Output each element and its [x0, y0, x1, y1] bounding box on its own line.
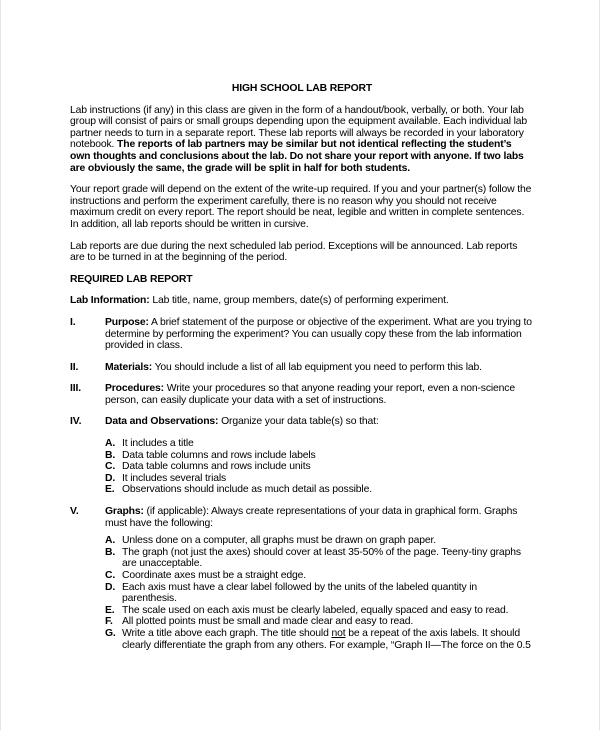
- list-item: [105, 605, 534, 617]
- section-number: V.: [70, 506, 79, 518]
- section-number: III.: [70, 383, 81, 395]
- section-graphs: [70, 506, 534, 529]
- list-text: The scale used on each axis must be clearly labeled, equally spaced and easy to read.: [122, 604, 509, 616]
- list-letter: A.: [105, 535, 116, 547]
- section-label: Materials:: [105, 361, 153, 373]
- lab-information: [70, 295, 534, 307]
- section-number: II.: [70, 361, 79, 373]
- section-body: [105, 383, 534, 406]
- list-item: [105, 461, 534, 473]
- list-text: The graph (not just the axes) should cover at least 35-50% of the page. Teeny-tiny graphs are unacceptable.: [122, 546, 521, 570]
- list-letter: B.: [105, 546, 116, 558]
- graph-g-underlined: not: [331, 627, 346, 639]
- list-letter: E.: [105, 604, 115, 616]
- list-item: [105, 616, 534, 628]
- section-data-observations: [70, 416, 534, 428]
- list-letter: B.: [105, 449, 116, 461]
- intro-paragraph-2: Your report grade will depend on the extent of the write-up required. If you and your partner(s) follow the instructions and perform the experiment carefully, there is no reason why you should not receive maximum credit on every report. The report should be neat, legible and written in complete sentences. In addition, all lab reports should be written in cursive.: [70, 184, 532, 230]
- list-item: [105, 570, 534, 582]
- list-letter: G.: [105, 627, 116, 639]
- section-body: [105, 506, 534, 529]
- list-item: [105, 535, 534, 547]
- intro-paragraph-1: [70, 105, 534, 175]
- list-text: Each axis must have a clear label followed by the units of the labeled quantity in parenthesis.: [122, 581, 478, 605]
- list-letter: D.: [105, 472, 116, 484]
- section-number: I.: [70, 316, 76, 328]
- section-text: A brief statement of the purpose or objective of the experiment. What are you trying to determine by performing the experiment? You can usually copy these from the lab information provided in class.: [105, 316, 532, 352]
- document-body: [70, 83, 534, 661]
- section-text: You should include a list of all lab equipment you need to perform this lab.: [152, 361, 482, 373]
- list-item: [105, 547, 534, 570]
- list-letter: D.: [105, 581, 116, 593]
- section-body: [105, 416, 534, 428]
- section-body: [105, 362, 534, 374]
- graph-g-pre: Write a title above each graph. The title should: [122, 627, 332, 639]
- list-text: All plotted points must be small and made clear and easy to read.: [122, 616, 414, 628]
- section-text: Write your procedures so that anyone reading your report, even a non-science person, can easily duplicate your data with a set of instructions.: [105, 383, 515, 406]
- section-label: Purpose:: [105, 316, 149, 328]
- list-item: [105, 484, 534, 496]
- lab-info-label: Lab Information:: [70, 295, 150, 307]
- section-materials: [70, 362, 534, 374]
- list-text: [122, 628, 534, 651]
- required-heading: REQUIRED LAB REPORT: [70, 273, 193, 285]
- section-text: Organize your data table(s) so that:: [218, 416, 379, 428]
- section-text: (if applicable): Always create representations of your data in graphical form. Graphs must have the following:: [105, 506, 518, 529]
- list-letter: E.: [105, 484, 115, 496]
- intro-p1-text: Lab instructions (if any) in this class are given in the form of a handout/book, verbally, or both. Your lab group will consist of pairs or small groups depending upon the equipment available. Each individual lab partner needs to turn in a separate report. These lab reports will always be recorded in your laboratory notebook.: [70, 104, 528, 151]
- section-label: Data and Observations:: [105, 416, 219, 428]
- list-letter: A.: [105, 438, 116, 450]
- section-procedures: [70, 383, 534, 406]
- list-text: Data table columns and rows include units: [122, 461, 311, 473]
- section-label: Procedures:: [105, 383, 164, 395]
- list-letter: F.: [105, 616, 113, 628]
- list-text: It includes a title: [122, 438, 194, 450]
- section-purpose: [70, 317, 534, 352]
- lab-info-text: Lab title, name, group members, date(s) of performing experiment.: [149, 295, 449, 307]
- list-text: Unless done on a computer, all graphs must be drawn on graph paper.: [122, 535, 436, 547]
- list-text: Data table columns and rows include labels: [122, 449, 316, 461]
- intro-p1-bold: The reports of lab partners may be similar but not identical reflecting the student’s own thoughts and conclusions about the lab. Do not share your report with anyone. If two labs are obviously the same, the grade will be split in half for both students.: [70, 139, 524, 174]
- list-item: [105, 582, 534, 605]
- list-item: [105, 628, 534, 651]
- section-body: [105, 317, 534, 352]
- list-letter: C.: [105, 570, 116, 581]
- list-item: [105, 450, 534, 462]
- data-requirements-list: [105, 438, 534, 496]
- intro-paragraph-3: Lab reports are due during the next scheduled lab period. Exceptions will be announced. Lab reports are to be turned in at the beginning of the period.: [70, 240, 518, 264]
- graph-g-post: be a repeat of the axis labels. It should clearly differentiate the graph from any others. For example, “Graph II—The force on the 0.5: [122, 627, 531, 651]
- list-text: Coordinate axes must be a straight edge.: [122, 570, 307, 581]
- document-title: HIGH SCHOOL LAB REPORT: [231, 83, 373, 94]
- list-item: [105, 438, 534, 450]
- section-label: Graphs:: [105, 506, 144, 518]
- list-text: It includes several trials: [122, 472, 227, 484]
- list-text: Observations should include as much detail as possible.: [122, 484, 372, 496]
- page-edge-left: [0, 0, 1, 730]
- graph-requirements-list: [105, 535, 534, 651]
- list-letter: C.: [105, 461, 116, 473]
- section-number: IV.: [70, 416, 82, 428]
- list-item: [105, 473, 534, 485]
